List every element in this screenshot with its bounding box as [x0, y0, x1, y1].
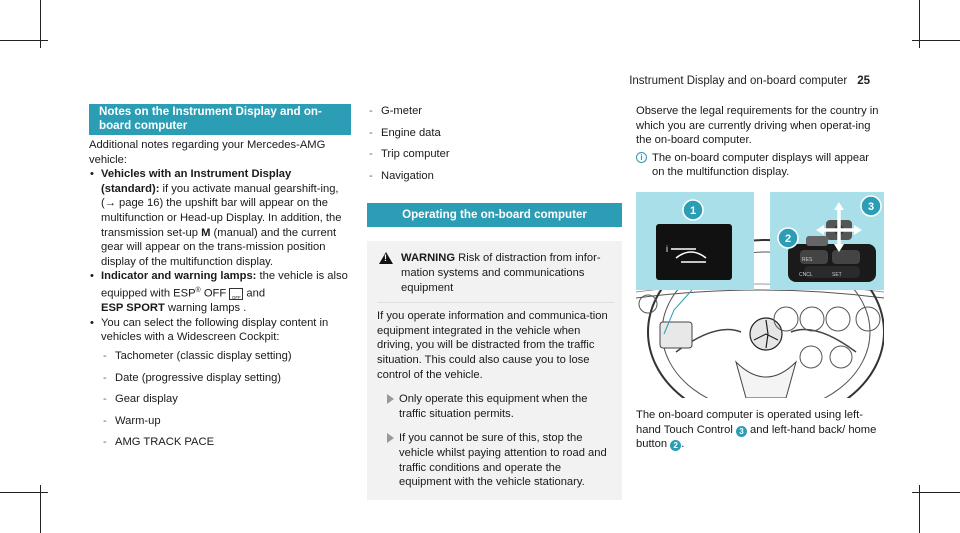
list-item: • Indicator and warning lamps: the vehicle is also equipped with ESP® OFF OFF and ESP SPORT warning lamps .	[89, 269, 351, 316]
svg-text:i: i	[666, 243, 668, 254]
crop-mark	[0, 492, 48, 493]
set-button-label: SET	[832, 271, 842, 278]
list-item: Only operate this equipment when the traffic situation permits.	[377, 392, 614, 421]
info-note: i The on-board computer displays will appear on the multifunction display.	[636, 151, 884, 180]
page-number: 25	[857, 75, 870, 87]
bold-label: Indicator and warning lamps:	[101, 270, 257, 283]
section-heading: Notes on the Instrument Display and on-board computer	[89, 104, 351, 135]
dash-list	[101, 349, 351, 450]
dash-list	[367, 104, 622, 183]
crop-mark	[912, 40, 960, 41]
info-icon: i	[636, 152, 647, 163]
list-item: - Trip computer	[367, 147, 622, 162]
arrow-icon	[387, 394, 394, 404]
list-item: • You can select the following display content in vehicles with a Widescreen Cockpit: - Tachometer (classic display setting) - Date (progressive display setting) - Gear display - Warm-up - AMG TRACK PACE	[89, 316, 351, 450]
header-title: Instrument Display and on-board computer	[629, 75, 848, 87]
esp-off-icon: OFF	[229, 288, 243, 300]
page-header	[629, 74, 870, 89]
crop-mark	[912, 492, 960, 493]
res-button-label: RES	[802, 256, 813, 263]
intro-text: Additional notes regarding your Mercedes-AMG vehicle:	[89, 139, 326, 166]
figure-caption: The on-board computer is operated using left-hand Touch Control 3 and left-hand back/ home button 2 .	[636, 408, 877, 451]
callout-3: 3	[867, 200, 875, 213]
list-item: - Gear display	[101, 392, 351, 407]
list-item: - Tachometer (classic display setting)	[101, 349, 351, 364]
figure-illustration	[636, 192, 884, 398]
callout-1: 1	[689, 204, 697, 217]
column-middle	[367, 104, 622, 500]
list-item: - AMG TRACK PACE	[101, 435, 351, 450]
warning-box	[367, 241, 622, 499]
column-left	[89, 104, 351, 450]
legal-note: Observe the legal requirements for the country in which you are currently driving when operat-ing the on-board computer.	[636, 105, 879, 147]
notes-list	[89, 167, 351, 450]
crop-mark	[0, 40, 48, 41]
warning-label: WARNING	[401, 252, 456, 265]
list-item: If you cannot be sure of this, stop the vehicle whilst paying attention to road and traffic conditions and operate the equipment with the vehicle stationary.	[377, 431, 614, 489]
list-item: - G-meter	[367, 104, 622, 119]
warning-heading: ! WARNING Risk of distraction from infor-mation systems and communications equipment	[377, 251, 614, 295]
list-item: - Date (progressive display setting)	[101, 371, 351, 386]
list-item: • Vehicles with an Instrument Display (standard): if you activate manual gearshift-ing, (→ page 16) the upshift bar will appear on the multifunction or Head-up Display. In addition, the transmission set-up M (manual) and the current gear will appear on the trans-mission position display of the multifunction display.	[89, 167, 351, 269]
arrow-icon	[387, 433, 394, 443]
list-item: - Engine data	[367, 126, 622, 141]
warning-triangle-icon	[379, 252, 393, 264]
list-item: - Warm-up	[101, 414, 351, 429]
warning-body: If you operate information and communica-tion equipment integrated in the vehicle when driving, you will be distracted from the traffic situation. This could also cause you to lose control of the vehicle.	[377, 302, 614, 382]
callout-ref-2: 2	[670, 440, 681, 451]
callout-2: 2	[784, 232, 792, 245]
cncl-button-label: CNCL	[799, 271, 813, 278]
list-item: - Navigation	[367, 169, 622, 184]
steering-wheel-figure	[636, 192, 884, 398]
section-heading: Operating the on-board computer	[367, 203, 622, 227]
column-right	[636, 104, 884, 452]
callout-ref-3: 3	[736, 426, 747, 437]
bold-label: Vehicles with an Instrument Display (standard):	[101, 168, 292, 195]
